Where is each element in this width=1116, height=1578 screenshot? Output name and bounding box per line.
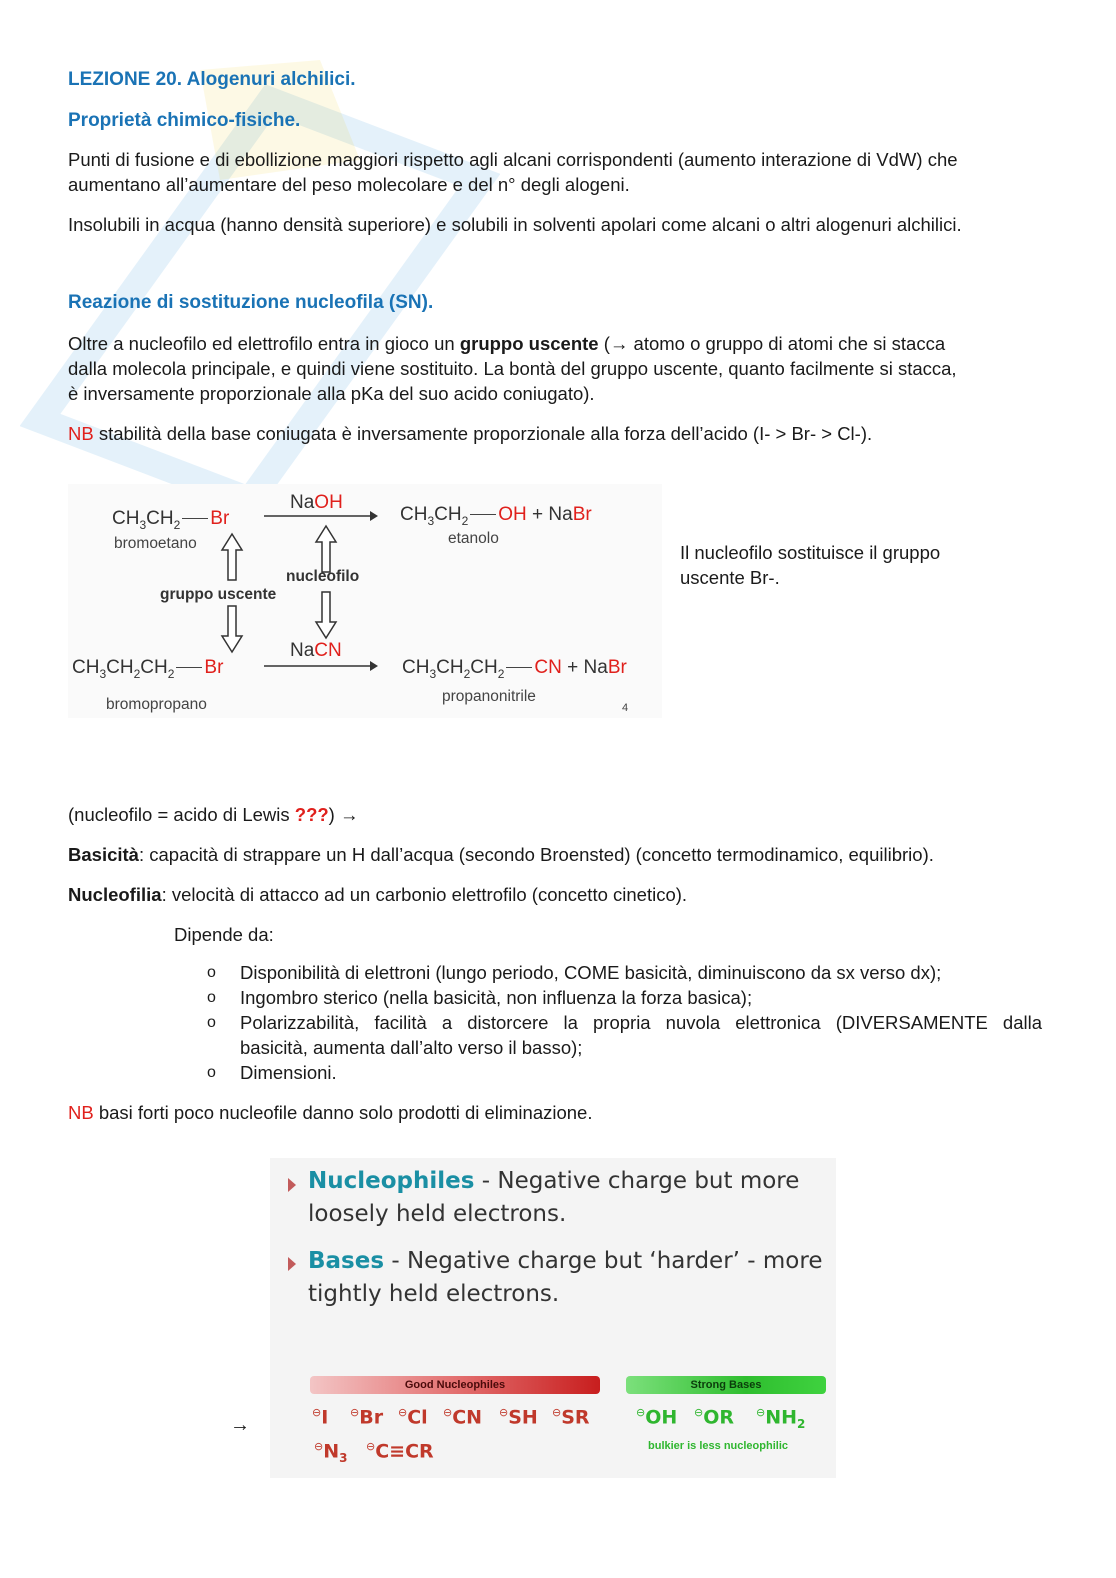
slide-nucleophiles-line2: loosely held electrons. [308, 1201, 567, 1227]
definition-nucleofilia: Nucleofilia: velocità di attacco ad un carbonio elettrofilo (concetto cinetico). [68, 884, 688, 905]
arrow-right-icon: → [230, 1414, 250, 1436]
dipende-da: Dipende da: [174, 924, 274, 945]
label-gruppo-uscente: gruppo uscente [160, 586, 277, 603]
arrow-up-hollow-icon [220, 532, 244, 582]
list-item: Dimensioni. [240, 1062, 337, 1083]
ion-acetylide: ⊖C≡CR [366, 1440, 434, 1463]
label-bromopropano: bromopropano [106, 696, 207, 713]
strong-bases-bar: Strong Bases [626, 1376, 826, 1394]
ion-cyanide: ⊖CN [443, 1406, 483, 1429]
base-alkoxide: ⊖OR [694, 1406, 735, 1429]
arrow-right-icon [262, 508, 382, 524]
ion-hydrosulfide: ⊖SH [499, 1406, 538, 1429]
page-title: LEZIONE 20. Alogenuri alchilici. [68, 69, 356, 90]
nb-note-elimination: NB basi forti poco nucleofile danno solo prodotti di eliminazione. [68, 1102, 593, 1123]
slide-page-number: 4 [622, 702, 629, 714]
section-heading-properties: Proprietà chimico-fisiche. [68, 110, 301, 131]
ion-bromide: ⊖Br [350, 1406, 384, 1429]
slide-nucleophiles-line: Nucleophiles - Negative charge but more [308, 1168, 800, 1194]
triangle-bullet-icon [288, 1178, 296, 1192]
label-etanolo: etanolo [448, 530, 499, 547]
label-nucleofilo: nucleofilo [286, 568, 360, 585]
ethanol-formula: $CH_3CH_2$ OH + NaBr [400, 504, 592, 528]
bullet-icon: o [207, 989, 216, 1006]
bromoethane-formula: $CH_3CH_2$ Br [112, 508, 230, 532]
paragraph-leaving-group: Oltre a nucleofilo ed elettrofilo entra in gioco un gruppo uscente (→ atomo o gruppo di atomi che si stacca dalla molecola principale, e quindi viene sostituito. La bontà del gruppo uscente, quanto facilmente si stacca, è inversamente proporzionale alla pKa del suo acido coniugato). [68, 333, 957, 404]
arrow-up-hollow-icon [314, 524, 338, 574]
reagent-nacn: NaCN [290, 640, 342, 661]
base-hydroxide: ⊖OH [636, 1406, 678, 1429]
arrow-down-hollow-icon [220, 604, 244, 654]
side-note: Il nucleofilo sostituisce il gruppo uscente Br-. [680, 542, 941, 588]
arrow-right-icon [262, 658, 382, 674]
propanenitrile-formula: $CH_3CH_2CH_2$ CN + NaBr [402, 657, 627, 681]
nucleophiles-bases-slide [270, 1158, 836, 1478]
label-propanonitrile: propanonitrile [442, 688, 536, 705]
arrow-down-hollow-icon [314, 590, 338, 640]
ion-thiolate: ⊖SR [552, 1406, 590, 1429]
bullet-icon: o [207, 964, 216, 981]
bulkier-note: bulkier is less nucleophilic [648, 1440, 788, 1452]
paragraph-solubility: Insolubili in acqua (hanno densità superiore) e solubili in solventi apolari come alcani o altri alogenuri alchilici. [68, 214, 962, 235]
list-item: Ingombro sterico (nella basicità, non influenza la forza basica); [240, 987, 753, 1008]
base-amide: $^⊖NH_2$ [756, 1406, 806, 1432]
ion-azide: $^⊖N_3$ [314, 1440, 348, 1466]
list-item: Disponibilità di elettroni (lungo periodo, COME basicità, diminuiscono da sx verso dx); [240, 962, 942, 983]
bromopropane-formula: $CH_3CH_2CH_2$ Br [72, 657, 224, 681]
lewis-note: (nucleofilo = acido di Lewis ???) → [68, 804, 359, 825]
slide-bases-line: Bases - Negative charge but ‘harder’ - more [308, 1248, 823, 1274]
section-heading-sn: Reazione di sostituzione nucleofila (SN). [68, 292, 434, 313]
paragraph-melting-points: Punti di fusione e di ebollizione maggiori rispetto agli alcani corrispondenti (aumento interazione di VdW) che aumentano all’aumentare del peso molecolare e del n° degli alogeni. [68, 149, 958, 195]
slide-bases-line2: tightly held electrons. [308, 1281, 560, 1307]
ion-chloride: ⊖Cl [398, 1406, 428, 1429]
label-bromoetano: bromoetano [114, 535, 197, 552]
ion-iodide: ⊖I [312, 1406, 329, 1429]
sn-reaction-diagram [68, 484, 662, 718]
triangle-bullet-icon [288, 1257, 296, 1271]
bullet-icon: o [207, 1064, 216, 1081]
list-item: Polarizzabilità, facilità a distorcere la propria nuvola elettronica (DIVERSAMENTE dalla basicità, aumenta dall’alto verso il basso); [240, 1012, 1042, 1058]
definition-basicita: Basicità: capacità di strappare un H dall’acqua (secondo Broensted) (concetto termodinamico, equilibrio). [68, 844, 934, 865]
nb-note-stability: NB stabilità della base coniugata è inversamente proporzionale alla forza dell’acido (I- > Br- > Cl-). [68, 423, 873, 444]
reagent-naoh: NaOH [290, 492, 343, 513]
good-nucleophiles-bar: Good Nucleophiles [310, 1376, 600, 1394]
bullet-icon: o [207, 1014, 216, 1031]
